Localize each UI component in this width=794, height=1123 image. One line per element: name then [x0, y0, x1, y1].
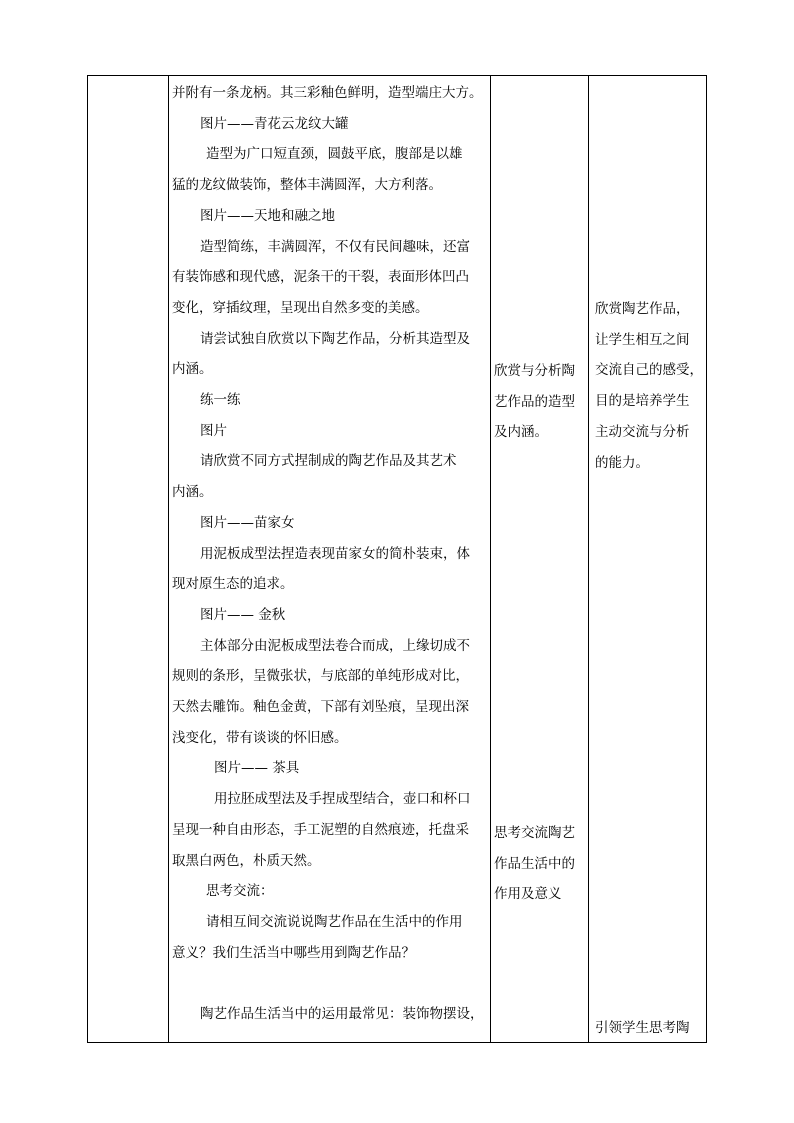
content-line: 有装饰感和现代感，泥条干的干裂，表面形体凹凸 — [172, 269, 469, 286]
student-activity-discuss — [494, 818, 586, 910]
content-line: 主体部分由泥板成型法卷合而成，上缘切成不 — [200, 637, 470, 654]
intent-line: 让学生相互之间 — [595, 331, 690, 348]
activity-line: 欣赏与分析陶 — [494, 363, 575, 379]
content-line: 内涵。 — [172, 361, 213, 378]
design-intent-guide — [595, 1013, 705, 1044]
activity-line: 艺作品的造型 — [494, 393, 575, 410]
content-line: 请相互间交流说说陶艺作品在生活中的作用 — [206, 913, 463, 930]
column-divider — [168, 76, 169, 1042]
content-line: 练一练 — [200, 392, 241, 409]
content-line: 天然去雕饰。釉色金黄，下部有刘坠痕，呈现出深 — [172, 699, 469, 716]
intent-line: 欣赏陶艺作品， — [595, 301, 690, 317]
activity-line: 思考交流陶艺 — [494, 825, 575, 841]
design-intent-appreciate — [595, 294, 705, 478]
content-line: 用拉胚成型法及手捏成型结合，壶口和杯口 — [214, 791, 471, 808]
activity-line: 及内涵。 — [494, 424, 548, 441]
content-line: 用泥板成型法捏造表现苗家女的简朴装束，体 — [200, 545, 470, 562]
content-line: 取黑白两色，朴质天然。 — [172, 852, 321, 869]
lesson-table — [87, 75, 707, 1043]
content-line: 现对原生态的追求。 — [172, 576, 294, 593]
content-line — [172, 968, 492, 999]
content-line: 造型简练，丰满圆浑，不仅有民间趣味，还富 — [200, 238, 470, 255]
intent-line: 目的是培养学生 — [595, 393, 690, 410]
content-line: 图片—— 茶具 — [214, 760, 300, 777]
content-line: 造型为广口短直颈，圆鼓平底，腹部是以雄 — [206, 146, 463, 163]
intent-line: 的能力。 — [595, 454, 649, 471]
content-line: 意义？我们生活当中哪些用到陶艺作品？ — [172, 944, 415, 961]
content-line: 浅变化，带有谈谈的怀旧感。 — [172, 729, 348, 746]
content-line: 呈现一种自由形态，手工泥塑的自然痕迹，托盘采 — [172, 821, 469, 838]
content-line: 图片—— 金秋 — [200, 606, 286, 623]
intent-line: 交流自己的感受， — [595, 362, 703, 379]
content-line: 图片——天地和融之地 — [200, 207, 335, 224]
content-line: 图片——青花云龙纹大罐 — [200, 115, 349, 132]
content-line: 变化，穿插纹理，呈现出自然多变的美感。 — [172, 299, 429, 316]
content-line: 规则的条形，呈微张状，与底部的单纯形成对比， — [172, 668, 469, 685]
activity-line: 作品生活中的 — [494, 855, 575, 872]
content-line: 陶艺作品生活当中的运用最常见：装饰物摆设， — [200, 1006, 484, 1023]
content-line: 思考交流： — [206, 883, 274, 900]
content-line: 请尝试独自欣赏以下陶艺作品，分析其造型及 — [200, 330, 470, 347]
content-line: 图片 — [200, 422, 227, 439]
student-activity-appreciate — [494, 356, 586, 448]
intent-line: 主动交流与分析 — [595, 423, 690, 440]
teaching-content-column — [172, 78, 492, 1030]
content-line: 内涵。 — [172, 484, 213, 501]
column-divider — [588, 76, 589, 1042]
content-line: 并附有一条龙柄。其三彩釉色鲜明，造型端庄大方。 — [172, 85, 483, 101]
content-line: 请欣赏不同方式捏制成的陶艺作品及其艺术 — [200, 453, 457, 470]
activity-line: 作用及意义 — [494, 886, 562, 903]
intent-line: 引领学生思考陶 — [595, 1020, 690, 1036]
content-line: 图片——苗家女 — [200, 514, 295, 531]
content-line: 猛的龙纹做装饰，整体丰满圆浑，大方利落。 — [172, 177, 442, 194]
